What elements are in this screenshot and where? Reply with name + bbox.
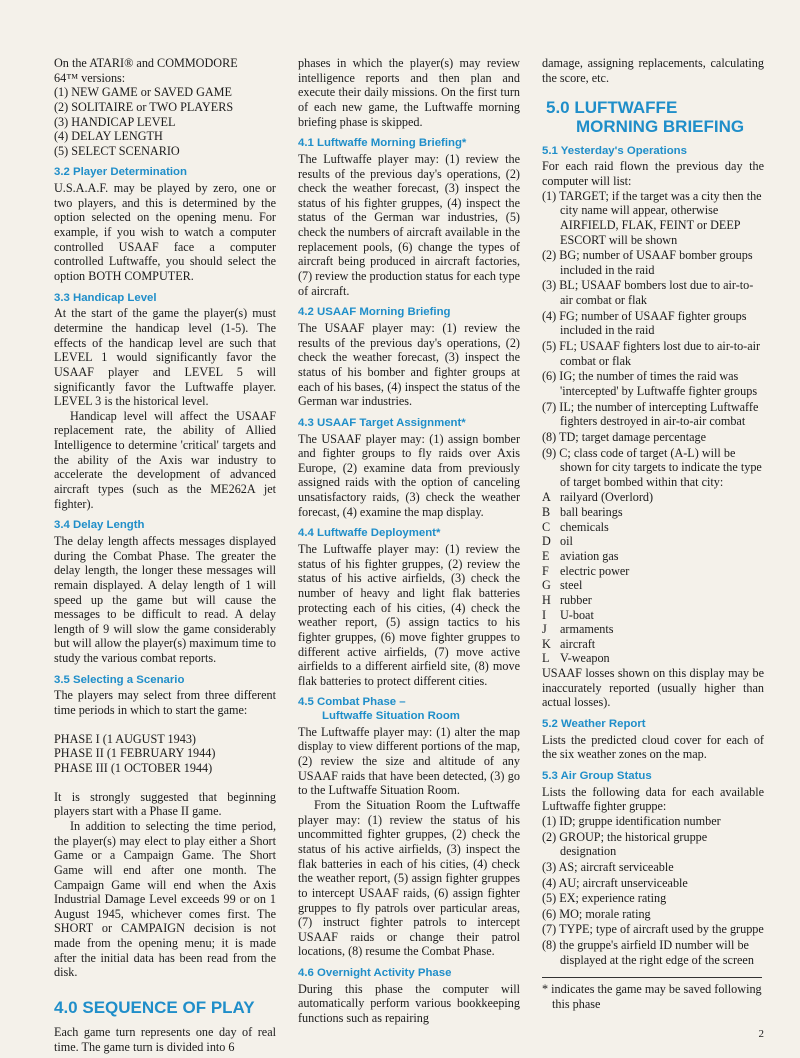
class-label: ball bearings	[560, 505, 623, 520]
phase-item: PHASE III (1 OCTOBER 1944)	[54, 761, 213, 776]
phase-list	[54, 732, 276, 776]
class-label: rubber	[560, 592, 592, 607]
list-item	[542, 622, 764, 637]
paragraph: At the start of the game the player(s) must determine the handicap level (1-5). The effects of the handicap level are such that LEVEL 1 would significantly favor the USAAF player and LEVEL 5 will significantly favor the Luftwaffe player. LEVEL 3 is the historical level.	[54, 306, 276, 409]
class-label: aviation gas	[560, 549, 619, 563]
list-item	[542, 534, 764, 549]
class-code: L	[542, 651, 550, 666]
list-item: (6) IG; the number of times the raid was 'intercepted' by Luftwaffe fighter groups	[542, 369, 758, 398]
heading-delay-length: 3.4 Delay Length	[54, 519, 145, 532]
paragraph: During this phase the computer will automatically perform various bookkeeping functions such as repairing	[298, 981, 520, 1026]
list-item	[542, 549, 764, 564]
heading-overnight-activity: 4.6 Overnight Activity Phase	[298, 967, 452, 980]
class-code: F	[542, 563, 549, 578]
class-code: I	[542, 607, 547, 622]
opening-menu-list	[54, 85, 276, 158]
phase-item: PHASE I (1 AUGUST 1943)	[54, 731, 196, 746]
class-code: K	[542, 636, 551, 651]
class-label: aircraft	[560, 636, 596, 651]
class-code: D	[542, 534, 551, 549]
heading-line: 5.0 LUFTWAFFE	[546, 98, 678, 118]
paragraph: In addition to selecting the time period, the player(s) may elect to play either a Short Game or a Campaign Game. The Short Game will end after one month. The Campaign Game will end when the Axis Industrial Damage Level exceeds 99 or on 1 August 1945, whichever comes first. The SHORT or CAMPAIGN decision is not made from the opening menu; it is made after the initial data has been read from the disk.	[54, 818, 276, 980]
heading-luftwaffe-morning-briefing-major	[546, 99, 764, 136]
list-item	[542, 564, 764, 579]
paragraph: Lists the following data for each available Luftwaffe fighter gruppe:	[542, 784, 764, 814]
class-code: H	[542, 592, 551, 607]
class-code: E	[542, 549, 550, 563]
list-item	[542, 608, 764, 623]
class-code: A	[542, 490, 551, 505]
list-item	[542, 593, 764, 608]
target-class-list	[542, 490, 764, 666]
footnote: * indicates the game may be saved following this phase	[542, 982, 762, 1012]
class-code: G	[542, 578, 551, 593]
column-left	[54, 56, 276, 1055]
list-item: (5) FL; USAAF fighters lost due to air-to-air combat or flak	[542, 339, 761, 368]
menu-item: (4) DELAY LENGTH	[54, 129, 163, 144]
menu-item: (5) SELECT SCENARIO	[54, 143, 180, 158]
class-code: J	[542, 622, 547, 637]
class-code: B	[542, 505, 551, 520]
class-label: chemicals	[560, 519, 609, 534]
heading-line: Luftwaffe Situation Room	[322, 710, 460, 723]
paragraph: The USAAF player may: (1) assign bomber and fighter groups to fly raids over Axis Europe, (2) examine data from previously assigned raids with the option of canceling unsatisfactory raids, (3) check the weather forecast, (4) examine the map display.	[298, 431, 520, 519]
class-label: railyard (Overlord)	[560, 490, 654, 505]
list-item: (4) FG; number of USAAF fighter groups included in the raid	[542, 308, 747, 338]
paragraph: It is strongly suggested that beginning players start with a Phase II game.	[54, 789, 276, 819]
paragraph: The delay length affects messages displayed during the Combat Phase. The greater the delay length, the longer these messages will remain displayed. A delay length of 1 will speed up the game but will cause the messages to be difficult to read. A delay length of 9 will slow the game considerably but will allow the player(s) maximum time to study the various combat reports.	[54, 534, 276, 666]
paragraph: From the Situation Room the Luftwaffe player may: (1) review the status of his uncommitted fighter gruppes, (2) check the status of his active airfields, (3) inspect the flak batteries in each of his cities, (4) check the weather report, (5) assign fighter gruppes to intercept USAAF raids, (6) assign fighter gruppes to fly patrols over particular areas, (7) instruct fighter patrols to intercept USAAF raids or change their patrol locations, (8) resume the Combat Phase.	[298, 798, 520, 959]
paragraph: phases in which the player(s) may review intelligence reports and then plan and execute their daily missions. On the first turn of each new game, the Luftwaffe morning briefing phase is skipped.	[298, 56, 520, 129]
list-item: (7) IL; the number of intercepting Luftwaffe fighters destroyed in air-to-air combat	[542, 399, 759, 429]
list-item	[542, 651, 764, 666]
paragraph: Lists the predicted cloud cover for each of the six weather zones on the map.	[542, 732, 764, 762]
air-group-list	[542, 814, 764, 967]
paragraph: Each game turn represents one day of real time. The game turn is divided into 6	[54, 1025, 276, 1055]
heading-weather-report: 5.2 Weather Report	[542, 718, 646, 731]
paragraph: The Luftwaffe player may: (1) review the status of his fighter gruppes, (2) review the status of his active airfields, (3) check the number of heavy and light flak batteries protecting each of his cities, (4) check the weather report, (5) assign tactics to his fighter gruppes, (6) move fighter gruppes to different active airfields, (7) move active airfields to a different airfield site, (8) move flak batteries to protect different cities.	[298, 542, 520, 688]
heading-selecting-scenario: 3.5 Selecting a Scenario	[54, 673, 185, 686]
heading-sequence-of-play: 4.0 SEQUENCE OF PLAY	[54, 997, 255, 1017]
class-label: electric power	[560, 563, 630, 578]
list-item: (1) ID; gruppe identification number	[542, 813, 721, 828]
list-item	[542, 578, 764, 593]
heading-usaaf-morning-briefing: 4.2 USAAF Morning Briefing	[298, 306, 451, 319]
class-label: steel	[560, 578, 583, 593]
list-item: (6) MO; morale rating	[542, 906, 651, 921]
phase-item: PHASE II (1 FEBRUARY 1944)	[54, 746, 216, 761]
column-middle	[298, 56, 520, 1026]
intro-line: 64™ versions:	[54, 70, 126, 85]
menu-item: (3) HANDICAP LEVEL	[54, 114, 176, 129]
heading-usaaf-target-assignment: 4.3 USAAF Target Assignment*	[298, 416, 466, 429]
list-item	[542, 637, 764, 652]
class-label: oil	[560, 534, 573, 549]
page-number: 2	[758, 1028, 764, 1040]
list-item: (2) GROUP; the historical gruppe designation	[542, 829, 708, 859]
intro-line: On the ATARI® and COMMODORE	[54, 56, 238, 70]
list-item	[542, 505, 764, 520]
list-item	[542, 520, 764, 535]
list-item: (8) the gruppe's airfield ID number will be displayed at the right edge of the screen	[542, 938, 754, 967]
footnote-divider	[542, 977, 762, 978]
list-item: (3) BL; USAAF bombers lost due to air-to-air combat or flak	[542, 278, 754, 308]
heading-luftwaffe-morning-briefing: 4.1 Luftwaffe Morning Briefing*	[298, 137, 467, 150]
list-item: (3) AS; aircraft serviceable	[542, 859, 674, 874]
paragraph: USAAF losses shown on this display may be inaccurately reported (usually higher than actual losses).	[542, 666, 764, 710]
heading-air-group-status: 5.3 Air Group Status	[542, 770, 652, 783]
paragraph: U.S.A.A.F. may be played by zero, one or two players, and this is determined by the option selected on the opening menu. For example, if you wish to watch a computer controlled USAAF face a computer controlled Luftwaffe, you should select the option BOTH COMPUTER.	[54, 181, 276, 284]
list-item: (9) C; class code of target (A-L) will be shown for city targets to indicate the type of target bombed within that city:	[542, 445, 762, 489]
paragraph: The players may select from three different time periods in which to start the game:	[54, 688, 276, 718]
operations-list	[542, 189, 764, 490]
class-code: C	[542, 519, 551, 534]
paragraph: damage, assigning replacements, calculating the score, etc.	[542, 56, 764, 85]
heading-combat-phase	[298, 696, 520, 723]
heading-yesterdays-operations: 5.1 Yesterday's Operations	[542, 144, 687, 157]
list-item: (1) TARGET; if the target was a city then the city name will appear, otherwise AIRFIELD, FLAK, FEINT or DEEP ESCORT will be shown	[542, 188, 762, 247]
paragraph: The USAAF player may: (1) review the results of the previous day's operations, (2) check the weather forecast, (3) inspect the status of his bomber and fighter groups at each of his bases, (4) inspect the status of the German war industries.	[298, 320, 520, 409]
heading-line: MORNING BRIEFING	[576, 116, 745, 136]
paragraph: The Luftwaffe player may: (1) review the results of the previous day's operations, (2) check the weather forecast, (3) inspect the status of his fighter gruppes, (4) inspect the status of the German war industries, (5) check the numbers of aircraft available in the replacement pools, (6) change the types of aircraft being produced in aircraft factories, (7) review the production status for each type of aircraft.	[298, 151, 520, 298]
list-item: (8) TD; target damage percentage	[542, 429, 707, 444]
class-label: V-weapon	[560, 651, 610, 666]
class-label: armaments	[560, 622, 614, 637]
list-item: (4) AU; aircraft unserviceable	[542, 875, 688, 890]
list-item: (5) EX; experience rating	[542, 891, 667, 906]
heading-player-determination: 3.2 Player Determination	[54, 166, 187, 179]
list-item: (7) TYPE; type of aircraft used by the gruppe	[542, 922, 764, 937]
paragraph: The Luftwaffe player may: (1) alter the map display to view different portions of the map, (2) review the size and altitude of any USAAF raids that have been detected, (3) go to the Luftwaffe Situation Room.	[298, 724, 520, 798]
heading-line: 4.5 Combat Phase –	[298, 696, 406, 709]
menu-item: (2) SOLITAIRE or TWO PLAYERS	[54, 99, 234, 114]
list-item: (2) BG; number of USAAF bomber groups included in the raid	[542, 248, 753, 277]
column-right	[542, 56, 764, 1012]
heading-handicap-level: 3.3 Handicap Level	[54, 291, 157, 304]
paragraph: Handicap level will affect the USAAF replacement rate, the ability of Allied Intelligence to determine 'critical' targets and the ability of the Axis war industry to accelerate the development of advanced aircraft types (such as the ME262A jet fighter).	[54, 408, 276, 511]
heading-luftwaffe-deployment: 4.4 Luftwaffe Deployment*	[298, 527, 441, 540]
class-label: U-boat	[560, 607, 594, 622]
paragraph: For each raid flown the previous day the computer will list:	[542, 159, 764, 188]
list-item	[542, 490, 764, 505]
menu-item: (1) NEW GAME or SAVED GAME	[54, 85, 232, 100]
